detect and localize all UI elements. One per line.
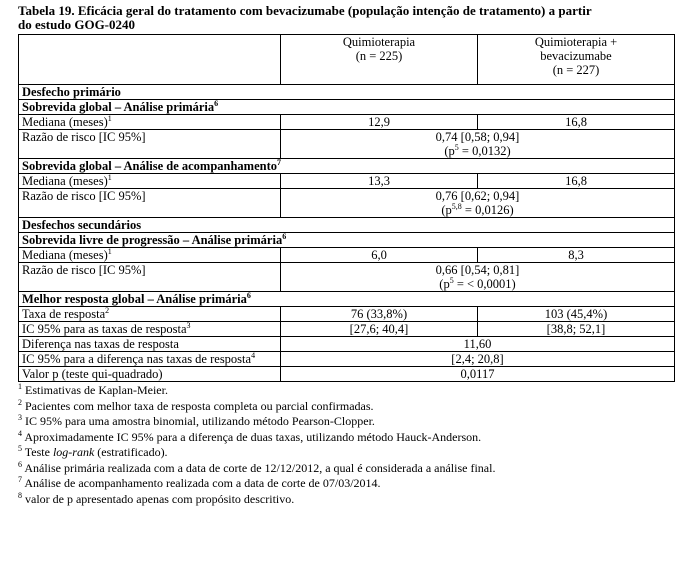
- cell-value: 103 (45,4%): [478, 307, 675, 322]
- ci-rates-label: IC 95% para as taxas de resposta: [22, 322, 187, 336]
- median-label: Mediana (meses): [22, 248, 108, 262]
- os-primary-heading: [19, 100, 675, 115]
- cell-value: [281, 189, 675, 218]
- row-label: [19, 352, 281, 367]
- table-row: [19, 130, 675, 159]
- footnote-ref: 3: [186, 321, 191, 330]
- header-chemo-line2: (n = 225): [355, 49, 403, 63]
- footnote-text: Análise primária realizada com a data de corte de 12/12/2012, a qual é considerada a análise final.: [22, 460, 496, 475]
- row-label: [19, 248, 281, 263]
- footnote-number: 6: [18, 459, 22, 469]
- footnote-text: Teste: [22, 445, 53, 459]
- document: [18, 4, 674, 507]
- section-row: [19, 292, 675, 307]
- row-label: Razão de risco [IC 95%]: [19, 130, 281, 159]
- row-label: [19, 322, 281, 337]
- header-empty-cell: [19, 35, 281, 85]
- footnote-ref: 1: [107, 114, 112, 123]
- row-label: Diferença nas taxas de resposta: [19, 337, 281, 352]
- footnote-ref: 6: [246, 291, 251, 300]
- efficacy-table: [18, 34, 675, 382]
- footnote-ref: 1: [107, 173, 112, 182]
- row-label: [19, 174, 281, 189]
- cell-value: 6,0: [281, 248, 478, 263]
- p-suffix: = < 0,0001): [453, 277, 516, 291]
- footnote-text: valor de p apresentado apenas com propósito descritivo.: [22, 491, 295, 506]
- footnote-ref: 4: [251, 351, 256, 360]
- cell-value: 12,9: [281, 115, 478, 130]
- footnote-number: 4: [18, 428, 22, 438]
- footnote-ref: 5,8: [451, 202, 462, 211]
- p-suffix: = 0,0126): [461, 203, 514, 217]
- pfs-heading: [19, 233, 675, 248]
- cell-value: 11,60: [281, 337, 675, 352]
- table-row: [19, 248, 675, 263]
- table-row: [19, 352, 675, 367]
- header-chemo-bev: [478, 35, 675, 85]
- footnote: [18, 476, 674, 492]
- cell-value: [27,6; 40,4]: [281, 322, 478, 337]
- footnote-text: Estimativas de Kaplan-Meier.: [22, 383, 168, 397]
- footnote-text: Análise de acompanhamento realizada com a data de corte de 07/03/2014.: [22, 476, 381, 490]
- footnote-ref: 5: [454, 143, 459, 152]
- footnote-text: Aproximadamente IC 95% para a diferença de duas taxas, utilizando método Hauck-Anderson.: [22, 429, 482, 444]
- table-row: [19, 263, 675, 292]
- footnote-italic: log-rank: [52, 445, 95, 459]
- p-suffix: = 0,0132): [458, 144, 511, 158]
- section-row: [19, 159, 675, 174]
- footnote-number: 2: [18, 397, 22, 407]
- section-row: [19, 233, 675, 248]
- footnote-text: Pacientes com melhor taxa de resposta completa ou parcial confirmadas.: [22, 398, 374, 413]
- header-bev-line3: (n = 227): [552, 63, 600, 77]
- p-prefix: (p: [439, 277, 450, 291]
- p-prefix: (p: [441, 203, 452, 217]
- p-value: [284, 277, 671, 291]
- secondary-outcomes-heading: Desfechos secundários: [19, 218, 675, 233]
- footnote: [18, 461, 674, 477]
- cell-value: [281, 130, 675, 159]
- p-value: [284, 203, 671, 217]
- row-label: Razão de risco [IC 95%]: [19, 189, 281, 218]
- footnote-text: IC 95% para uma amostra binomial, utilizando método Pearson-Clopper.: [22, 414, 375, 428]
- table-row: [19, 307, 675, 322]
- cell-value: 76 (33,8%): [281, 307, 478, 322]
- cell-value: 8,3: [478, 248, 675, 263]
- cell-value: 13,3: [281, 174, 478, 189]
- footnote: [18, 414, 674, 430]
- cell-value: [38,8; 52,1]: [478, 322, 675, 337]
- hr-value: 0,66 [0,54; 0,81]: [435, 263, 520, 277]
- footnote: [18, 445, 674, 461]
- footnotes: [18, 383, 674, 507]
- footnote-ref: 1: [107, 247, 112, 256]
- footnote-number: 7: [18, 475, 22, 484]
- p-value: [284, 144, 671, 158]
- footnote-ref: 2: [105, 306, 110, 315]
- table-row: [19, 115, 675, 130]
- footnote-ref: 5: [449, 276, 454, 285]
- p-prefix: (p: [444, 144, 455, 158]
- footnote-ref: 7: [277, 158, 282, 167]
- footnote-number: 5: [18, 444, 22, 453]
- header-row: [19, 35, 675, 85]
- table-title: [18, 4, 674, 32]
- row-label: [19, 307, 281, 322]
- primary-outcome-heading: Desfecho primário: [19, 85, 675, 100]
- footnote-number: 3: [18, 413, 22, 422]
- median-label: Mediana (meses): [22, 115, 108, 129]
- title-line-1: Tabela 19. Eficácia geral do tratamento com bevacizumabe (população intenção de tratamento) a partir: [18, 3, 592, 18]
- section-row: [19, 218, 675, 233]
- header-bev-line2: bevacizumabe: [540, 49, 612, 63]
- os-primary-label: Sobrevida global – Análise primária: [22, 100, 215, 114]
- cell-value: 16,8: [478, 115, 675, 130]
- table-row: [19, 322, 675, 337]
- table-row: [19, 174, 675, 189]
- footnote: [18, 492, 674, 508]
- hr-value: 0,76 [0,62; 0,94]: [435, 189, 520, 203]
- cell-value: [2,4; 20,8]: [281, 352, 675, 367]
- row-label: Razão de risco [IC 95%]: [19, 263, 281, 292]
- bor-heading: [19, 292, 675, 307]
- section-row: [19, 85, 675, 100]
- title-line-2: do estudo GOG-0240: [18, 17, 136, 32]
- cell-value: 0,0117: [281, 367, 675, 382]
- footnote-number: 8: [18, 490, 22, 500]
- header-chemo-line1: Quimioterapia: [342, 35, 416, 49]
- bor-label: Melhor resposta global – Análise primária: [22, 292, 247, 306]
- median-label: Mediana (meses): [22, 174, 108, 188]
- table-row: [19, 367, 675, 382]
- header-bev-line1: Quimioterapia +: [534, 35, 618, 49]
- pfs-label: Sobrevida livre de progressão – Análise primária: [22, 233, 283, 247]
- table-row: [19, 189, 675, 218]
- cell-value: [281, 263, 675, 292]
- header-chemo: [281, 35, 478, 85]
- response-rate-label: Taxa de resposta: [22, 307, 106, 321]
- row-label: Valor p (teste qui-quadrado): [19, 367, 281, 382]
- row-label: [19, 115, 281, 130]
- table-row: [19, 337, 675, 352]
- footnote-number: 1: [18, 382, 22, 391]
- section-row: [19, 100, 675, 115]
- ci-diff-label: IC 95% para a diferença nas taxas de resposta: [22, 352, 252, 366]
- os-followup-heading: [19, 159, 675, 174]
- footnote: [18, 430, 674, 446]
- footnote-ref: 6: [282, 232, 287, 241]
- footnote: [18, 399, 674, 415]
- footnote-ref: 6: [214, 99, 219, 108]
- footnote-tail: (estratificado).: [94, 445, 168, 459]
- footnote: [18, 383, 674, 399]
- hr-value: 0,74 [0,58; 0,94]: [435, 130, 520, 144]
- os-followup-label: Sobrevida global – Análise de acompanhamento: [22, 159, 278, 173]
- cell-value: 16,8: [478, 174, 675, 189]
